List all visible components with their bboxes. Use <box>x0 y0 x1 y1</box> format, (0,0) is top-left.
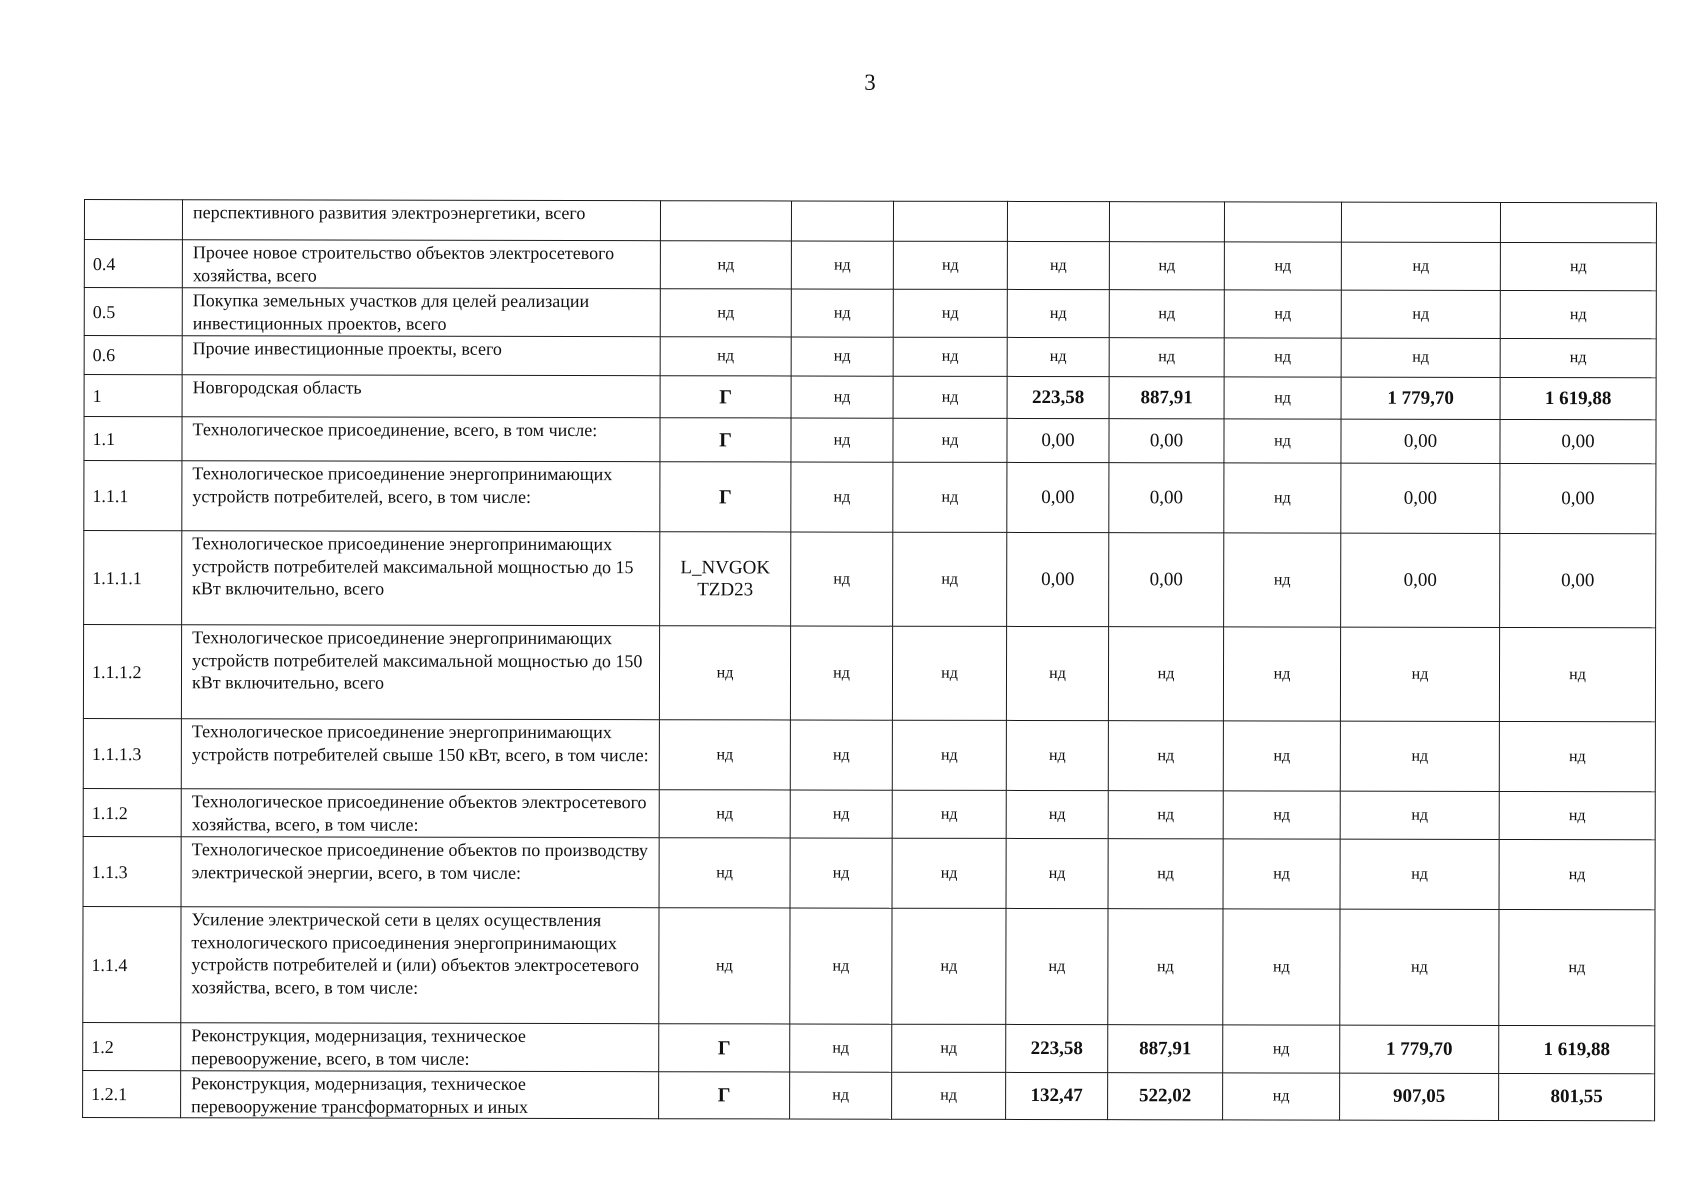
value-cell-col-4: нд <box>1006 720 1108 790</box>
row-code: 1.1.1.3 <box>83 718 181 788</box>
value-cell-col-2: нд <box>790 720 892 790</box>
value-cell-col-4: 223,58 <box>1006 1024 1108 1072</box>
row-code: 1.1.1.2 <box>83 625 181 719</box>
value-cell-col-8: нд <box>1499 791 1655 839</box>
table-row <box>83 1070 1655 1120</box>
row-name: Усиление электрической сети в целях осуществления технологического присоединения энергопринимающих устройств потребителей и (или) объектов электросетевого хозяйства, всего, в том числе: <box>181 907 659 1024</box>
value-cell-col-3 <box>893 201 1007 241</box>
table-row <box>83 906 1655 1025</box>
row-code: 0.6 <box>84 336 182 375</box>
value-cell-col-6 <box>1224 202 1341 242</box>
value-cell-col-6: нд <box>1223 1073 1340 1120</box>
value-cell-col-2: нд <box>790 838 892 908</box>
value-cell-col-7: нд <box>1340 791 1499 839</box>
row-name: Технологическое присоединение энергопринимающих устройств потребителей максимальной мощностью до 150 кВт включительно, всего <box>181 625 659 720</box>
value-cell-col-1: нд <box>659 838 790 908</box>
row-name: Новгородская область <box>182 375 660 418</box>
value-cell-col-5: нд <box>1108 627 1223 721</box>
value-cell-col-8: 0,00 <box>1500 463 1656 533</box>
table-row <box>83 718 1655 791</box>
table-row <box>84 417 1656 464</box>
value-cell-col-7: нд <box>1341 338 1500 377</box>
value-cell-col-6: нд <box>1224 419 1341 463</box>
value-cell-col-4: 0,00 <box>1007 462 1109 532</box>
value-cell-col-4: нд <box>1006 838 1108 908</box>
value-cell-col-3: нд <box>892 838 1006 908</box>
value-cell-col-3: нд <box>892 790 1006 838</box>
value-cell-col-8: 1 619,88 <box>1499 1025 1655 1073</box>
value-cell-col-6: нд <box>1224 463 1341 533</box>
value-cell-col-5: 887,91 <box>1109 377 1224 419</box>
table-row <box>84 375 1656 420</box>
value-cell-col-6: нд <box>1224 242 1341 290</box>
value-cell-col-7: нд <box>1340 627 1499 721</box>
value-cell-col-3: нд <box>892 626 1006 720</box>
value-cell-col-8: нд <box>1500 290 1656 338</box>
value-cell-col-7: нд <box>1341 242 1500 290</box>
value-cell-col-1: нд <box>659 626 790 720</box>
value-cell-col-2: нд <box>790 1072 892 1119</box>
value-cell-col-1: нд <box>660 337 791 376</box>
value-cell-col-2: нд <box>791 462 893 532</box>
table-row <box>83 788 1655 839</box>
value-cell-col-5: нд <box>1109 290 1224 338</box>
value-cell-col-4 <box>1007 201 1109 241</box>
value-cell-col-1: нд <box>659 720 790 790</box>
value-cell-col-7: 0,00 <box>1341 419 1500 463</box>
row-name: Прочее новое строительство объектов электросетевого хозяйства, всего <box>182 240 660 289</box>
table-row <box>84 200 1656 243</box>
row-code: 1.1 <box>84 417 182 461</box>
row-code: 1.2 <box>83 1022 181 1070</box>
value-cell-col-1: Г <box>660 418 791 462</box>
row-name: перспективного развития электроэнергетики, всего <box>182 200 660 241</box>
value-cell-col-2: нд <box>791 337 893 376</box>
value-cell-col-2: нд <box>790 1024 892 1072</box>
value-cell-col-7: нд <box>1340 909 1499 1025</box>
value-cell-col-5: нд <box>1109 242 1224 290</box>
value-cell-col-5: нд <box>1108 791 1223 839</box>
value-cell-col-7: 0,00 <box>1341 463 1500 533</box>
table-row <box>83 625 1655 722</box>
value-cell-col-8 <box>1500 202 1656 242</box>
value-cell-col-2: нд <box>791 532 893 626</box>
value-cell-col-3: нд <box>892 908 1006 1024</box>
value-cell-col-3: нд <box>893 418 1007 462</box>
value-cell-col-1: нд <box>660 289 791 337</box>
row-code: 0.5 <box>84 288 182 336</box>
value-cell-col-7: 0,00 <box>1341 533 1500 627</box>
value-cell-col-3: нд <box>892 1024 1006 1072</box>
value-cell-col-5: 522,02 <box>1108 1073 1223 1120</box>
row-code: 1.1.3 <box>83 836 181 906</box>
value-cell-col-1: Г <box>660 462 791 532</box>
value-cell-col-5 <box>1109 202 1224 242</box>
value-cell-col-3: нд <box>893 241 1007 289</box>
row-code: 1 <box>84 375 182 417</box>
page-number: 3 <box>864 70 876 95</box>
value-cell-col-4: нд <box>1007 241 1109 289</box>
value-cell-col-4: 0,00 <box>1007 532 1109 626</box>
investment-table-wrapper <box>82 199 1656 1121</box>
value-cell-col-4: нд <box>1006 908 1108 1024</box>
value-cell-col-8: 1 619,88 <box>1500 377 1656 419</box>
value-cell-col-5: нд <box>1109 338 1224 377</box>
value-cell-col-8: нд <box>1499 909 1655 1025</box>
value-cell-col-6: нд <box>1223 791 1340 839</box>
value-cell-col-1: нд <box>660 241 791 289</box>
value-cell-col-4: нд <box>1006 790 1108 838</box>
value-cell-col-7 <box>1341 202 1500 242</box>
value-cell-col-8: нд <box>1499 627 1655 721</box>
table-row <box>84 336 1656 378</box>
value-cell-col-3: нд <box>893 376 1007 418</box>
row-name: Реконструкция, модернизация, техническое перевооружение трансформаторных и иных <box>181 1071 659 1119</box>
row-name: Прочие инвестиционные проекты, всего <box>182 336 660 376</box>
value-cell-col-1: нд <box>659 908 790 1024</box>
value-cell-col-4: 0,00 <box>1007 418 1109 462</box>
value-cell-col-5: 0,00 <box>1109 463 1224 533</box>
row-name: Покупка земельных участков для целей реализации инвестиционных проектов, всего <box>182 288 660 337</box>
value-cell-col-8: нд <box>1499 721 1655 791</box>
row-name: Технологическое присоединение объектов электросетевого хозяйства, всего, в том числе: <box>181 789 659 838</box>
table-row <box>83 836 1655 909</box>
value-cell-col-5: 0,00 <box>1109 419 1224 463</box>
value-cell-col-2: нд <box>791 241 893 289</box>
value-cell-col-6: нд <box>1223 839 1340 909</box>
row-code: 1.1.1.1 <box>84 531 182 625</box>
row-name: Реконструкция, модернизация, техническое перевооружение, всего, в том числе: <box>181 1023 659 1072</box>
value-cell-col-4: 132,47 <box>1006 1072 1108 1119</box>
value-cell-col-1: L_NVGOK TZD23 <box>660 532 791 626</box>
value-cell-col-8: нд <box>1499 839 1655 909</box>
value-cell-col-6: нд <box>1224 533 1341 627</box>
row-name: Технологическое присоединение энергопринимающих устройств потребителей максимальной мощностью до 15 кВт включительно, всего <box>182 531 660 626</box>
table-row <box>84 461 1656 534</box>
row-code: 1.2.1 <box>83 1070 181 1117</box>
value-cell-col-4: нд <box>1006 626 1108 720</box>
value-cell-col-8: 0,00 <box>1500 533 1656 627</box>
value-cell-col-6: нд <box>1224 290 1341 338</box>
value-cell-col-5: 0,00 <box>1109 533 1224 627</box>
table-row <box>84 288 1656 339</box>
value-cell-col-2 <box>791 201 893 241</box>
value-cell-col-3: нд <box>893 289 1007 337</box>
value-cell-col-5: 887,91 <box>1108 1025 1223 1073</box>
value-cell-col-6: нд <box>1224 338 1341 377</box>
value-cell-col-4: нд <box>1007 289 1109 337</box>
row-code <box>84 200 182 240</box>
value-cell-col-7: нд <box>1341 290 1500 338</box>
value-cell-col-2: нд <box>791 418 893 462</box>
row-code: 0.4 <box>84 240 182 288</box>
value-cell-col-6: нд <box>1223 721 1340 791</box>
value-cell-col-4: 223,58 <box>1007 376 1109 418</box>
row-code: 1.1.4 <box>83 906 181 1022</box>
row-name: Технологическое присоединение энергопринимающих устройств потребителей, всего, в том числе: <box>182 461 660 532</box>
value-cell-col-5: нд <box>1108 909 1223 1025</box>
value-cell-col-1: нд <box>659 790 790 838</box>
value-cell-col-5: нд <box>1108 839 1223 909</box>
value-cell-col-1: Г <box>660 376 791 418</box>
row-name: Технологическое присоединение, всего, в том числе: <box>182 417 660 462</box>
value-cell-col-5: нд <box>1108 721 1223 791</box>
value-cell-col-8: 0,00 <box>1500 419 1656 463</box>
row-name: Технологическое присоединение энергопринимающих устройств потребителей свыше 150 кВт, всего, в том числе: <box>181 719 659 790</box>
row-code: 1.1.1 <box>84 461 182 531</box>
value-cell-col-2: нд <box>791 289 893 337</box>
value-cell-col-8: 801,55 <box>1499 1073 1655 1120</box>
value-cell-col-6: нд <box>1223 627 1340 721</box>
value-cell-col-7: нд <box>1340 839 1499 909</box>
value-cell-col-3: нд <box>893 337 1007 376</box>
row-name: Технологическое присоединение объектов по производству электрической энергии, всего, в том числе: <box>181 837 659 908</box>
value-cell-col-1: Г <box>659 1072 790 1119</box>
value-cell-col-1 <box>660 201 791 241</box>
value-cell-col-7: нд <box>1340 721 1499 791</box>
value-cell-col-8: нд <box>1500 242 1656 290</box>
value-cell-col-7: 1 779,70 <box>1341 377 1500 419</box>
value-cell-col-3: нд <box>893 532 1007 626</box>
value-cell-col-6: нд <box>1223 1025 1340 1073</box>
investment-table <box>82 199 1657 1121</box>
value-cell-col-3: нд <box>893 462 1007 532</box>
value-cell-col-8: нд <box>1500 338 1656 377</box>
value-cell-col-2: нд <box>791 376 893 418</box>
table-row <box>84 531 1656 628</box>
value-cell-col-6: нд <box>1224 377 1341 419</box>
value-cell-col-7: 1 779,70 <box>1340 1025 1499 1073</box>
value-cell-col-6: нд <box>1223 909 1340 1025</box>
value-cell-col-7: 907,05 <box>1340 1073 1499 1120</box>
value-cell-col-2: нд <box>790 908 892 1024</box>
table-row <box>84 240 1656 291</box>
value-cell-col-2: нд <box>790 626 892 720</box>
row-code: 1.1.2 <box>83 788 181 836</box>
table-row <box>83 1022 1655 1073</box>
value-cell-col-3: нд <box>892 720 1006 790</box>
value-cell-col-3: нд <box>892 1072 1006 1119</box>
value-cell-col-4: нд <box>1007 337 1109 376</box>
value-cell-col-1: Г <box>659 1024 790 1072</box>
value-cell-col-2: нд <box>790 790 892 838</box>
